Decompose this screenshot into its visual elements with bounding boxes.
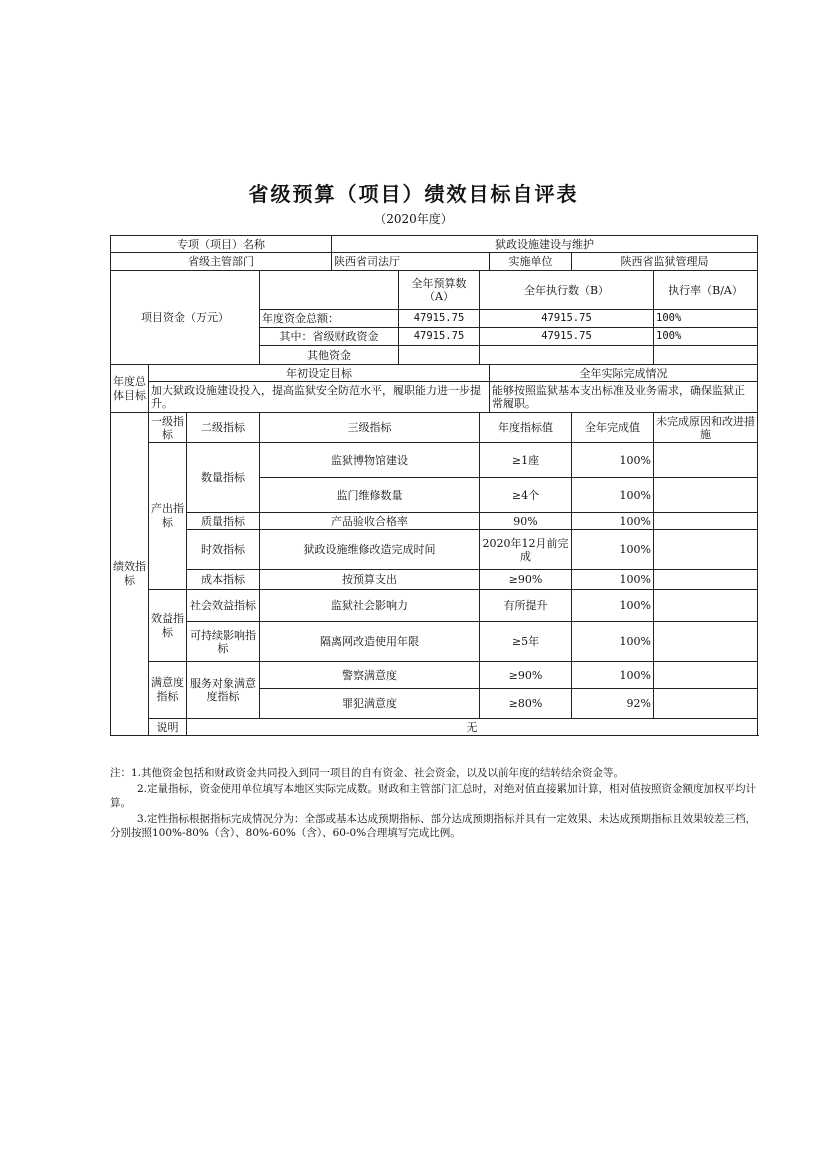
- hdr-reason: 未完成原因和改进措施: [654, 413, 758, 443]
- funds-exec: 47915.75: [480, 328, 654, 346]
- goal-actual-label: 全年实际完成情况: [490, 365, 758, 382]
- funds-budget: [399, 346, 480, 365]
- indicator-row: [111, 443, 758, 478]
- indicator-actual: 100%: [572, 590, 654, 622]
- goal-set-text: 加大狱政设施建设投入，提高监狱安全防范水平，履职能力进一步提升。: [149, 382, 490, 413]
- page-subtitle: （2020年度）: [374, 212, 453, 226]
- indicator-row: [111, 622, 758, 662]
- indicator-reason: [654, 622, 758, 662]
- col-rate: 执行率（B/A）: [654, 271, 758, 310]
- indicator-reason: [654, 443, 758, 478]
- indicator-name: 按预算支出: [260, 570, 480, 590]
- unit-value: 陕西省监狱管理局: [572, 253, 758, 271]
- indicator-name: 监狱博物馆建设: [260, 443, 480, 478]
- funds-blank: [260, 271, 399, 310]
- notes: [110, 766, 760, 842]
- funds-rate: [654, 346, 758, 365]
- hdr-level2: 二级指标: [187, 413, 260, 443]
- funds-row-label: 年度资金总额：: [260, 310, 399, 328]
- indicator-reason: [654, 478, 758, 513]
- level2-quantity: 数量指标: [187, 443, 260, 513]
- indicator-row: [111, 662, 758, 689]
- remark-label: 说明: [149, 719, 187, 736]
- goal-text-row: [111, 382, 758, 413]
- indicator-actual: 100%: [572, 513, 654, 530]
- indicator-actual: 100%: [572, 443, 654, 478]
- indicator-row: [111, 513, 758, 530]
- funds-rate: 100%: [654, 310, 758, 328]
- indicator-reason: [654, 590, 758, 622]
- goal-actual-text: 能够按照监狱基本支出标准及业务需求，确保监狱正常履职。: [490, 382, 758, 413]
- level2-cost: 成本指标: [187, 570, 260, 590]
- funds-rate: 100%: [654, 328, 758, 346]
- indicator-row: [111, 570, 758, 590]
- indicator-target: 2020年12月前完成: [480, 530, 572, 570]
- note-item: 注：1.其他资金包括和财政资金共同投入到同一项目的自有资金、社会资金，以及以前年度的结转结余资金等。: [110, 767, 625, 779]
- indicator-name: 监门维修数量: [260, 478, 480, 513]
- indicator-actual: 92%: [572, 689, 654, 719]
- indicator-target: ≥90%: [480, 662, 572, 689]
- indicator-reason: [654, 513, 758, 530]
- note-item: 2.定量指标，资金使用单位填写本地区实际完成数。财政和主管部门汇总时，对绝对值直接累加计算，相对值按照资金额度加权平均计算。: [110, 783, 757, 809]
- evaluation-table: [110, 235, 758, 736]
- col-exec: 全年执行数（B）: [480, 271, 654, 310]
- funds-row-label: 其他资金: [260, 346, 399, 365]
- note-item: 3.定性指标根据指标完成情况分为：全部或基本达成预期指标、部分达成预期指标并具有一定效果、未达成预期指标且效果较差三档，分别按照100%-80%（含）、80%-60%（含）、60-0%合理填写完成比例。: [110, 813, 757, 839]
- indicator-actual: 100%: [572, 530, 654, 570]
- indicator-name: 监狱社会影响力: [260, 590, 480, 622]
- funds-exec: 47915.75: [480, 310, 654, 328]
- indicator-name: 警察满意度: [260, 662, 480, 689]
- indicator-row: [111, 530, 758, 570]
- unit-label: 实施单位: [490, 253, 572, 271]
- indicator-reason: [654, 570, 758, 590]
- project-name-value: 狱政设施建设与维护: [332, 236, 758, 253]
- funds-budget: 47915.75: [399, 328, 480, 346]
- project-name-row: [111, 236, 758, 253]
- dept-value: 陕西省司法厅: [332, 253, 490, 271]
- indicator-row: [111, 590, 758, 622]
- indicator-actual: 100%: [572, 622, 654, 662]
- indicator-target: ≥90%: [480, 570, 572, 590]
- indicator-reason: [654, 530, 758, 570]
- hdr-actual: 全年完成值: [572, 413, 654, 443]
- level2-timeliness: 时效指标: [187, 530, 260, 570]
- project-name-label: 专项（项目）名称: [111, 236, 332, 253]
- goal-label: 年度总体目标: [111, 365, 149, 413]
- indicator-target: 90%: [480, 513, 572, 530]
- remark-row: [111, 719, 758, 736]
- indicator-actual: 100%: [572, 570, 654, 590]
- level2-quality: 质量指标: [187, 513, 260, 530]
- funds-header-row: [111, 271, 758, 310]
- level2-social: 社会效益指标: [187, 590, 260, 622]
- funds-budget: 47915.75: [399, 310, 480, 328]
- funds-label: 项目资金（万元）: [111, 271, 260, 365]
- indicator-name: 产品验收合格率: [260, 513, 480, 530]
- col-budget: 全年预算数（A）: [399, 271, 480, 310]
- level2-sustainable: 可持续影响指标: [187, 622, 260, 662]
- indicator-target: ≥1座: [480, 443, 572, 478]
- indicator-actual: 100%: [572, 662, 654, 689]
- indicators-section-label: 绩效指标: [111, 413, 149, 736]
- indicator-reason: [654, 689, 758, 719]
- indicator-actual: 100%: [572, 478, 654, 513]
- indicator-target: ≥5年: [480, 622, 572, 662]
- group-benefit: 效益指标: [149, 590, 187, 662]
- group-output: 产出指标: [149, 443, 187, 590]
- indicator-target: 有所提升: [480, 590, 572, 622]
- indicator-target: ≥80%: [480, 689, 572, 719]
- indicator-header-row: [111, 413, 758, 443]
- indicator-name: 罪犯满意度: [260, 689, 480, 719]
- level2-service: 服务对象满意度指标: [187, 662, 260, 719]
- remark-value: 无: [187, 719, 758, 736]
- dept-label: 省级主管部门: [111, 253, 332, 271]
- goal-header-row: [111, 365, 758, 382]
- hdr-level3: 三级指标: [260, 413, 480, 443]
- indicator-name: 狱政设施维修改造完成时间: [260, 530, 480, 570]
- department-row: [111, 253, 758, 271]
- indicator-reason: [654, 662, 758, 689]
- funds-exec: [480, 346, 654, 365]
- indicator-target: ≥4个: [480, 478, 572, 513]
- hdr-level1: 一级指标: [149, 413, 187, 443]
- funds-row-label: 其中：省级财政资金: [260, 328, 399, 346]
- group-satisfaction: 满意度指标: [149, 662, 187, 719]
- goal-set-label: 年初设定目标: [149, 365, 490, 382]
- indicator-name: 隔离网改造使用年限: [260, 622, 480, 662]
- page-title: 省级预算（项目）绩效目标自评表: [248, 182, 579, 206]
- hdr-target: 年度指标值: [480, 413, 572, 443]
